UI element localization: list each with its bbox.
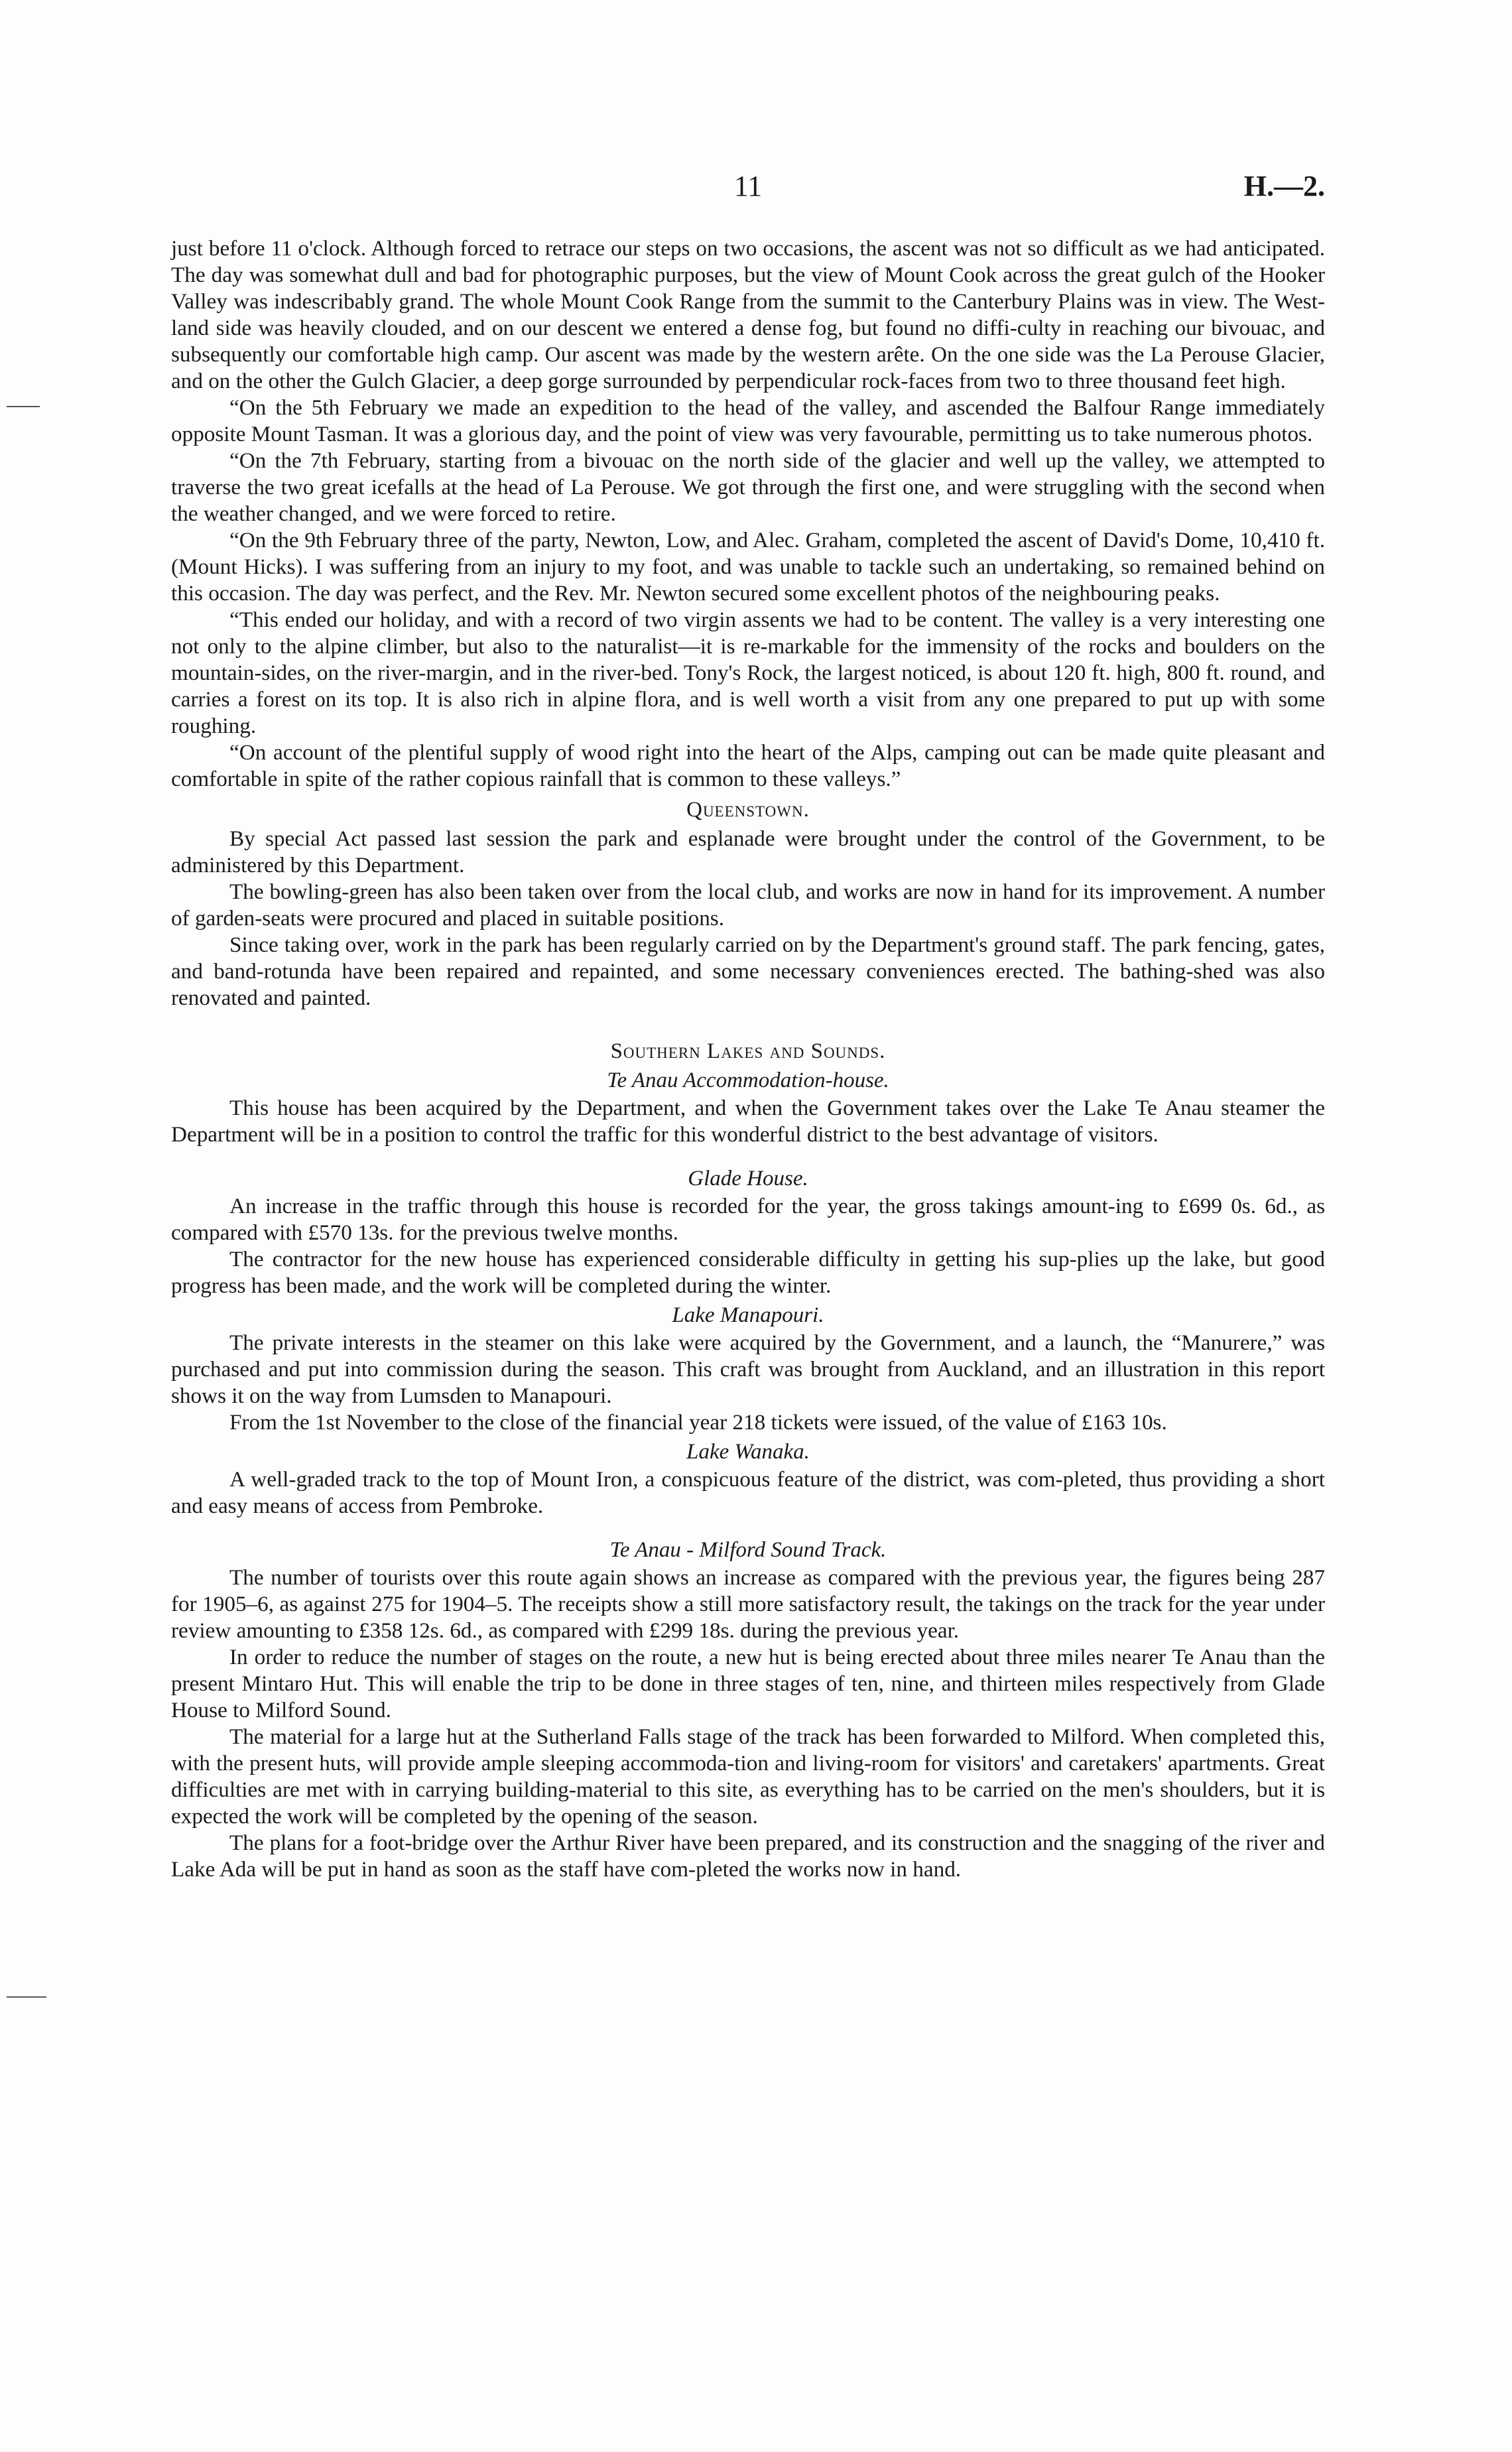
page-number: 11 [733, 170, 763, 202]
paragraph: “On the 7th February, starting from a bivouac on the north side of the glacier and well up the valley, we attempted to traverse the two great icefalls at the head of La Perouse. We got through the first one, and were struggling with the second when the weather changed, and we were forced to retire. [171, 448, 1325, 526]
paragraph: The contractor for the new house has experienced considerable difficulty in getting his sup-plies up the lake, but good progress has been made, and the work will be completed during the winter. [171, 1247, 1325, 1298]
paragraph: A well-graded track to the top of Mount Iron, a conspicuous feature of the district, was com-pleted, thus providing a short and easy means of access from Pembroke. [171, 1467, 1325, 1518]
paragraph: “This ended our holiday, and with a record of two virgin assents we had to be content. The valley is a very interesting one not only to the alpine climber, but also to the naturalist—it is re-markable for the immensity of the rocks and boulders on the mountain-sides, on the river-margin, and in the river-bed. Tony's Rock, the largest noticed, is about 120 ft. high, 800 ft. round, and carries a forest on its top. It is also rich in alpine flora, and is well worth a visit from any one prepared to put up with some roughing. [171, 608, 1325, 738]
paragraph: From the 1st November to the close of the financial year 218 tickets were issued, of the value of £163 10s. [229, 1410, 1167, 1435]
paragraph: “On account of the plentiful supply of wood right into the heart of the Alps, camping out can be made quite pleasant and comfortable in spite of the rather copious rainfall that is common to these valleys.” [171, 740, 1325, 791]
margin-mark [7, 406, 40, 407]
paragraph: “On the 5th February we made an expedition to the head of the valley, and ascended the Balfour Range immediately opposite Mount Tasman. It was a glorious day, and the point of view was very favourable, permitting us to take numerous photos. [171, 395, 1325, 446]
subheading-lake-manapouri: Lake Manapouri. [672, 1303, 824, 1327]
subheading-lake-wanaka: Lake Wanaka. [686, 1440, 810, 1464]
subheading-milford-track: Te Anau - Milford Sound Track. [609, 1538, 887, 1562]
subheading-te-anau-house: Te Anau Accommodation-house. [607, 1068, 889, 1092]
paragraph: In order to reduce the number of stages on the route, a new hut is being erected about three miles nearer Te Anau than the present Mintaro Hut. This will enable the trip to be done in three stages of ten, nine, and thirteen miles respectively from Glade House to Milford Sound. [171, 1645, 1325, 1722]
section-heading-southern-lakes: Southern Lakes and Sounds. [610, 1039, 886, 1063]
body-text [171, 235, 1325, 1883]
paragraph: just before 11 o'clock. Although forced to retrace our steps on two occasions, the ascent was not so difficult as we had anticipated. The day was somewhat dull and bad for photographic purposes, but the view of Mount Cook across the great gulch of the Hooker Valley was indescribably grand. The whole Mount Cook Range from the summit to the Canterbury Plains was in view. The West-land side was heavily clouded, and on our descent we entered a dense fog, but found no diffi-culty in reaching our bivouac, and subsequently our comfortable high camp. Our ascent was made by the western arête. On the one side was the La Perouse Glacier, and on the other the Gulch Glacier, a deep gorge surrounded by perpendicular rock-faces from two to three thousand feet high. [171, 236, 1325, 393]
paragraph: The material for a large hut at the Sutherland Falls stage of the track has been forwarded to Milford. When completed this, with the present huts, will provide ample sleeping accommoda-tion and living-room for visitors' and caretakers' apartments. Great difficulties are met with in carrying building-material to this site, as everything has to be carried on the men's shoulders, but it is expected the work will be completed by the opening of the season. [171, 1724, 1325, 1829]
paragraph: The private interests in the steamer on this lake were acquired by the Government, and a launch, the “Manurere,” was purchased and put into commission during the season. This craft was brought from Auckland, and an illustration in this report shows it on the way from Lumsden to Manapouri. [171, 1330, 1325, 1408]
paragraph: “On the 9th February three of the party, Newton, Low, and Alec. Graham, completed the ascent of David's Dome, 10,410 ft. (Mount Hicks). I was suffering from an injury to my foot, and was unable to tackle such an undertaking, so remained behind on this occasion. The day was perfect, and the Rev. Mr. Newton secured some excellent photos of the neighbouring peaks. [171, 528, 1325, 606]
paragraph: Since taking over, work in the park has been regularly carried on by the Department's ground staff. The park fencing, gates, and band-rotunda have been repaired and repainted, and some necessary conveniences erected. The bathing-shed was also renovated and painted. [171, 933, 1325, 1010]
section-heading-queenstown: Queenstown. [686, 798, 810, 822]
paragraph: This house has been acquired by the Department, and when the Government takes over the Lake Te Anau steamer the Department will be in a position to control the traffic for this wonderful district to the best advantage of visitors. [171, 1096, 1325, 1147]
paragraph: The bowling-green has also been taken over from the local club, and works are now in hand for its improvement. A number of garden-seats were procured and placed in suitable positions. [171, 879, 1325, 931]
page-header [171, 169, 1325, 209]
paragraph: The number of tourists over this route again shows an increase as compared with the previous year, the figures being 287 for 1905–6, as against 275 for 1904–5. The receipts show a still more satisfactory result, the takings on the track for the year under review amounting to £358 12s. 6d., as compared with £299 18s. during the previous year. [171, 1565, 1325, 1643]
paragraph: An increase in the traffic through this house is recorded for the year, the gross takings amount-ing to £699 0s. 6d., as compared with £570 13s. for the previous twelve months. [171, 1194, 1325, 1245]
document-reference: H.—2. [1243, 170, 1325, 202]
margin-mark [7, 1996, 46, 1998]
paragraph: The plans for a foot-bridge over the Arthur River have been prepared, and its construction and the snagging of the river and Lake Ada will be put in hand as soon as the staff have com-pleted the works now in hand. [171, 1831, 1325, 1882]
subheading-glade-house: Glade House. [688, 1167, 808, 1191]
paragraph: By special Act passed last session the park and esplanade were brought under the control of the Government, to be administered by this Department. [171, 826, 1325, 877]
